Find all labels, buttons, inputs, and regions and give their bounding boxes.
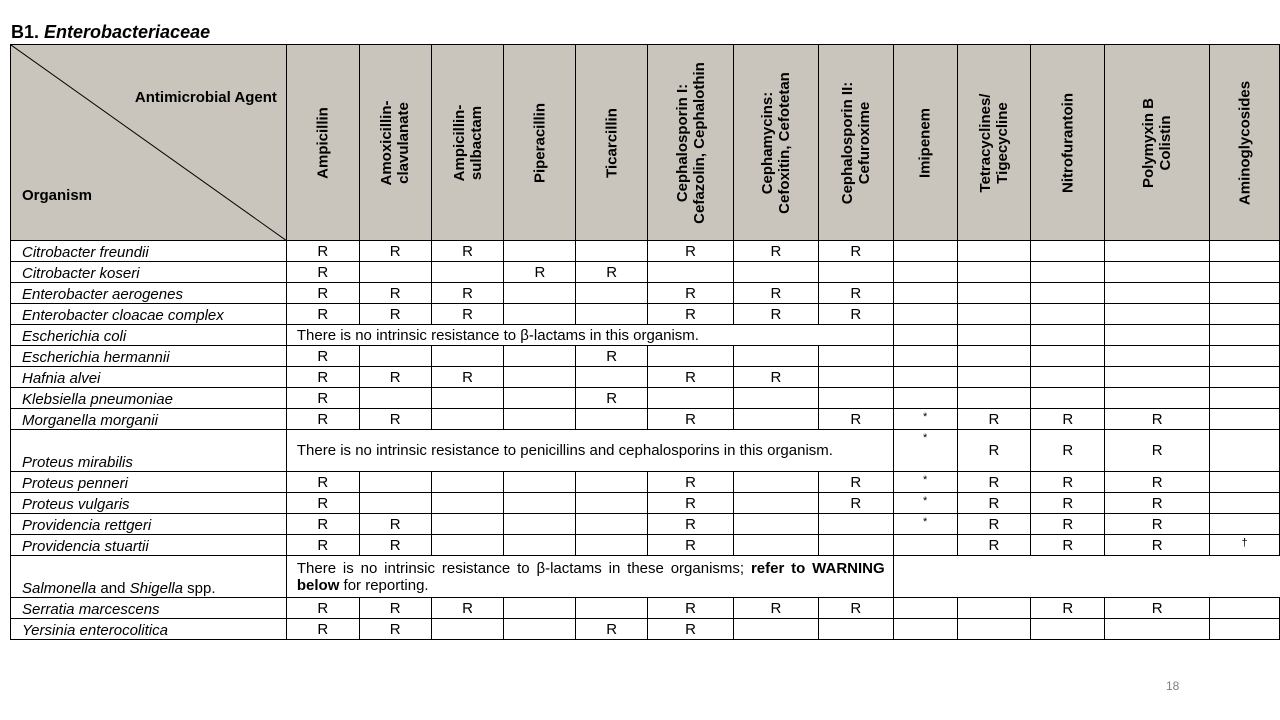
organism-name: Citrobacter koseri [11, 262, 287, 283]
resistance-cell: R [286, 241, 359, 262]
resistance-cell [504, 283, 576, 304]
resistance-cell: R [576, 262, 648, 283]
resistance-cell: R [818, 304, 893, 325]
organism-name: Escherichia hermannii [11, 346, 287, 367]
resistance-cell: R [648, 493, 734, 514]
organism-name: Providencia stuartii [11, 535, 287, 556]
resistance-cell: R [957, 472, 1031, 493]
resistance-cell [893, 598, 957, 619]
organism-name: Proteus vulgaris [11, 493, 287, 514]
resistance-cell [1210, 304, 1280, 325]
organism-name: Proteus mirabilis [11, 430, 287, 472]
resistance-cell: R [286, 598, 359, 619]
title-family: Enterobacteriaceae [44, 22, 211, 42]
organism-name: Proteus penneri [11, 472, 287, 493]
agent-header: Ticarcillin [576, 45, 648, 241]
resistance-cell [893, 262, 957, 283]
resistance-cell: † [1210, 535, 1280, 556]
resistance-cell [733, 535, 818, 556]
resistance-cell [504, 409, 576, 430]
resistance-cell [1210, 619, 1280, 640]
table-row [11, 472, 1280, 493]
resistance-cell [957, 262, 1031, 283]
resistance-cell [1210, 472, 1280, 493]
resistance-cell [359, 388, 431, 409]
resistance-cell [576, 535, 648, 556]
resistance-cell: R [1031, 472, 1105, 493]
resistance-cell [504, 619, 576, 640]
resistance-cell: R [359, 619, 431, 640]
resistance-cell [359, 493, 431, 514]
resistance-cell: R [1105, 409, 1210, 430]
resistance-cell: R [431, 283, 504, 304]
resistance-cell: R [957, 514, 1031, 535]
resistance-cell [733, 409, 818, 430]
resistance-cell [733, 346, 818, 367]
agent-header: Tetracyclines/ Tigecycline [957, 45, 1031, 241]
resistance-cell [359, 472, 431, 493]
resistance-cell [1210, 493, 1280, 514]
resistance-cell [893, 388, 957, 409]
resistance-cell: R [648, 619, 734, 640]
resistance-cell: R [648, 472, 734, 493]
resistance-cell [1210, 409, 1280, 430]
resistance-cell [648, 388, 734, 409]
resistance-cell: R [957, 535, 1031, 556]
resistance-cell [1210, 598, 1280, 619]
resistance-cell [1105, 619, 1210, 640]
resistance-cell: R [286, 346, 359, 367]
resistance-cell: R [1031, 514, 1105, 535]
resistance-cell: R [576, 346, 648, 367]
table-row [11, 409, 1280, 430]
resistance-cell: R [1105, 472, 1210, 493]
resistance-cell [431, 493, 504, 514]
header-row [11, 45, 1280, 241]
resistance-cell [504, 535, 576, 556]
intrinsic-note: There is no intrinsic resistance to β-lactams in this organism. [286, 325, 893, 346]
resistance-cell: R [648, 409, 734, 430]
resistance-cell [818, 367, 893, 388]
resistance-cell [733, 514, 818, 535]
resistance-cell: R [818, 409, 893, 430]
resistance-cell [1210, 430, 1280, 472]
table-row [11, 346, 1280, 367]
resistance-cell [504, 367, 576, 388]
resistance-cell: R [286, 262, 359, 283]
resistance-cell: R [818, 472, 893, 493]
table-row [11, 493, 1280, 514]
resistance-cell: R [648, 367, 734, 388]
organism-name: Serratia marcescens [11, 598, 287, 619]
resistance-cell [957, 283, 1031, 304]
resistance-cell: R [286, 388, 359, 409]
resistance-cell [648, 262, 734, 283]
agent-header: Aminoglycosides [1210, 45, 1280, 241]
resistance-cell: R [648, 304, 734, 325]
resistance-cell [818, 514, 893, 535]
table-row [11, 241, 1280, 262]
table-row [11, 325, 1280, 346]
resistance-cell: R [1105, 493, 1210, 514]
resistance-cell: R [431, 241, 504, 262]
organism-name: Yersinia enterocolitica [11, 619, 287, 640]
resistance-cell: R [576, 388, 648, 409]
resistance-cell [504, 241, 576, 262]
resistance-cell [1031, 325, 1105, 346]
resistance-cell [1210, 367, 1280, 388]
table-cell [893, 556, 1279, 598]
resistance-cell: R [359, 241, 431, 262]
header-corner [11, 45, 287, 241]
table-row [11, 430, 1280, 472]
table-row [11, 304, 1280, 325]
resistance-cell [648, 346, 734, 367]
resistance-cell: R [286, 493, 359, 514]
resistance-cell [1210, 241, 1280, 262]
resistance-cell [1105, 325, 1210, 346]
resistance-cell [1210, 283, 1280, 304]
organism-name: Escherichia coli [11, 325, 287, 346]
resistance-cell [893, 241, 957, 262]
resistance-cell [1031, 346, 1105, 367]
resistance-cell [893, 619, 957, 640]
resistance-cell: R [957, 409, 1031, 430]
resistance-cell [1031, 619, 1105, 640]
resistance-cell [431, 472, 504, 493]
organism-label: Organism [22, 187, 93, 204]
organism-name: Salmonella and Shigella spp. [11, 556, 287, 598]
table-row [11, 598, 1280, 619]
resistance-cell: R [359, 367, 431, 388]
agent-header: Nitrofurantoin [1031, 45, 1105, 241]
resistance-cell: R [286, 283, 359, 304]
resistance-cell: R [1105, 430, 1210, 472]
resistance-cell: R [733, 283, 818, 304]
resistance-cell [957, 598, 1031, 619]
resistance-cell: R [818, 241, 893, 262]
resistance-cell: R [286, 472, 359, 493]
resistance-cell [504, 304, 576, 325]
resistance-cell: R [286, 304, 359, 325]
resistance-cell [893, 346, 957, 367]
resistance-cell: * [893, 430, 957, 472]
resistance-cell: R [431, 598, 504, 619]
resistance-cell [1105, 262, 1210, 283]
agent-header: Cephalosporin I: Cefazolin, Cephalothin [648, 45, 734, 241]
agent-header: Ampicillin [286, 45, 359, 241]
resistance-cell [957, 619, 1031, 640]
resistance-cell: R [1031, 430, 1105, 472]
resistance-cell [576, 598, 648, 619]
resistance-cell: R [1105, 535, 1210, 556]
resistance-cell: R [431, 367, 504, 388]
resistance-cell: R [359, 409, 431, 430]
resistance-cell [893, 367, 957, 388]
resistance-cell: * [893, 472, 957, 493]
resistance-cell: R [359, 304, 431, 325]
resistance-cell [431, 619, 504, 640]
resistance-cell: R [1031, 493, 1105, 514]
corner-diagonal [11, 45, 287, 241]
resistance-cell: R [818, 493, 893, 514]
resistance-cell [1031, 283, 1105, 304]
resistance-cell [1031, 388, 1105, 409]
resistance-cell: R [504, 262, 576, 283]
table-row [11, 262, 1280, 283]
resistance-cell: R [359, 514, 431, 535]
table-row [11, 535, 1280, 556]
resistance-cell [818, 262, 893, 283]
resistance-cell [1031, 304, 1105, 325]
resistance-cell [576, 493, 648, 514]
resistance-cell [733, 262, 818, 283]
organism-name: Citrobacter freundii [11, 241, 287, 262]
resistance-cell: R [359, 598, 431, 619]
resistance-cell: R [576, 619, 648, 640]
resistance-cell: R [1031, 409, 1105, 430]
organism-name: Hafnia alvei [11, 367, 287, 388]
resistance-cell [576, 304, 648, 325]
resistance-cell: * [893, 409, 957, 430]
resistance-cell: R [359, 283, 431, 304]
resistance-cell: R [648, 283, 734, 304]
resistance-cell [504, 514, 576, 535]
agent-header: Amoxicillin- clavulanate [359, 45, 431, 241]
resistance-cell [893, 304, 957, 325]
resistance-cell: R [648, 535, 734, 556]
agent-header: Ampicillin- sulbactam [431, 45, 504, 241]
resistance-cell [576, 241, 648, 262]
intrinsic-note: There is no intrinsic resistance to β-lactams in these organisms; refer to WARNING below for reporting. [286, 556, 893, 598]
resistance-cell: R [1105, 514, 1210, 535]
resistance-cell: R [359, 535, 431, 556]
organism-name: Providencia rettgeri [11, 514, 287, 535]
resistance-cell [893, 325, 957, 346]
resistance-cell [1031, 367, 1105, 388]
resistance-cell [818, 346, 893, 367]
resistance-cell: R [648, 598, 734, 619]
resistance-cell [1105, 283, 1210, 304]
table-row [11, 619, 1280, 640]
resistance-cell [957, 241, 1031, 262]
resistance-cell [1210, 388, 1280, 409]
organism-name: Enterobacter cloacae complex [11, 304, 287, 325]
organism-name: Enterobacter aerogenes [11, 283, 287, 304]
agent-header: Polymyxin B Colistin [1105, 45, 1210, 241]
resistance-cell [818, 388, 893, 409]
resistance-cell [818, 619, 893, 640]
resistance-cell [576, 409, 648, 430]
resistance-cell: R [286, 535, 359, 556]
resistance-cell: R [286, 367, 359, 388]
resistance-cell [818, 535, 893, 556]
resistance-cell: R [733, 241, 818, 262]
resistance-cell [1105, 388, 1210, 409]
resistance-cell [1105, 367, 1210, 388]
table-row [11, 283, 1280, 304]
resistance-cell: R [1105, 598, 1210, 619]
resistance-cell [893, 535, 957, 556]
agent-header: Cephalosporin II: Cefuroxime [818, 45, 893, 241]
resistance-cell [576, 472, 648, 493]
resistance-cell: R [733, 598, 818, 619]
resistance-cell [504, 493, 576, 514]
resistance-cell: R [733, 304, 818, 325]
resistance-cell: R [818, 283, 893, 304]
resistance-cell [1105, 241, 1210, 262]
resistance-cell [1031, 241, 1105, 262]
agent-header: Imipenem [893, 45, 957, 241]
resistance-cell [431, 346, 504, 367]
agent-header: Cephamycins: Cefoxitin, Cefotetan [733, 45, 818, 241]
organism-name: Klebsiella pneumoniae [11, 388, 287, 409]
resistance-cell [1210, 325, 1280, 346]
resistance-cell [576, 367, 648, 388]
resistance-cell [504, 472, 576, 493]
table-row [11, 367, 1280, 388]
resistance-cell [733, 619, 818, 640]
resistance-cell [504, 346, 576, 367]
resistance-cell [957, 388, 1031, 409]
resistance-cell: R [1031, 598, 1105, 619]
resistance-cell: R [648, 514, 734, 535]
resistance-cell [1031, 262, 1105, 283]
page-number: 18 [1166, 679, 1180, 693]
organism-name: Morganella morganii [11, 409, 287, 430]
resistance-cell [733, 472, 818, 493]
resistance-cell [504, 388, 576, 409]
table-row [11, 556, 1280, 598]
resistance-cell [431, 409, 504, 430]
antimicrobial-agent-label: Antimicrobial Agent [134, 89, 277, 106]
resistance-cell [1105, 304, 1210, 325]
resistance-cell [957, 367, 1031, 388]
resistance-cell [431, 262, 504, 283]
resistance-cell: R [957, 430, 1031, 472]
resistance-cell: * [893, 514, 957, 535]
resistance-cell [1210, 262, 1280, 283]
resistance-cell [957, 325, 1031, 346]
resistance-cell [733, 388, 818, 409]
resistance-cell: R [286, 619, 359, 640]
resistance-cell [576, 283, 648, 304]
resistance-cell [1105, 346, 1210, 367]
resistance-cell [431, 388, 504, 409]
resistance-cell [957, 346, 1031, 367]
agent-header: Piperacillin [504, 45, 576, 241]
resistance-cell [359, 262, 431, 283]
resistance-table [10, 44, 1280, 640]
resistance-cell [957, 304, 1031, 325]
resistance-cell [1210, 514, 1280, 535]
resistance-cell: R [286, 409, 359, 430]
resistance-cell [431, 535, 504, 556]
resistance-cell [431, 514, 504, 535]
resistance-cell [359, 346, 431, 367]
resistance-cell [733, 493, 818, 514]
resistance-cell: R [1031, 535, 1105, 556]
table-row [11, 514, 1280, 535]
resistance-cell [1210, 346, 1280, 367]
table-body [11, 241, 1280, 640]
resistance-cell: R [431, 304, 504, 325]
resistance-cell: R [648, 241, 734, 262]
intrinsic-note: There is no intrinsic resistance to penicillins and cephalosporins in this organism. [286, 430, 893, 472]
resistance-cell: R [818, 598, 893, 619]
table-row [11, 388, 1280, 409]
resistance-cell [893, 283, 957, 304]
title-prefix: B1. [11, 22, 45, 42]
resistance-cell: * [893, 493, 957, 514]
resistance-cell [576, 514, 648, 535]
resistance-cell: R [957, 493, 1031, 514]
resistance-cell: R [733, 367, 818, 388]
resistance-cell [504, 598, 576, 619]
resistance-cell: R [286, 514, 359, 535]
table-title [11, 22, 210, 43]
